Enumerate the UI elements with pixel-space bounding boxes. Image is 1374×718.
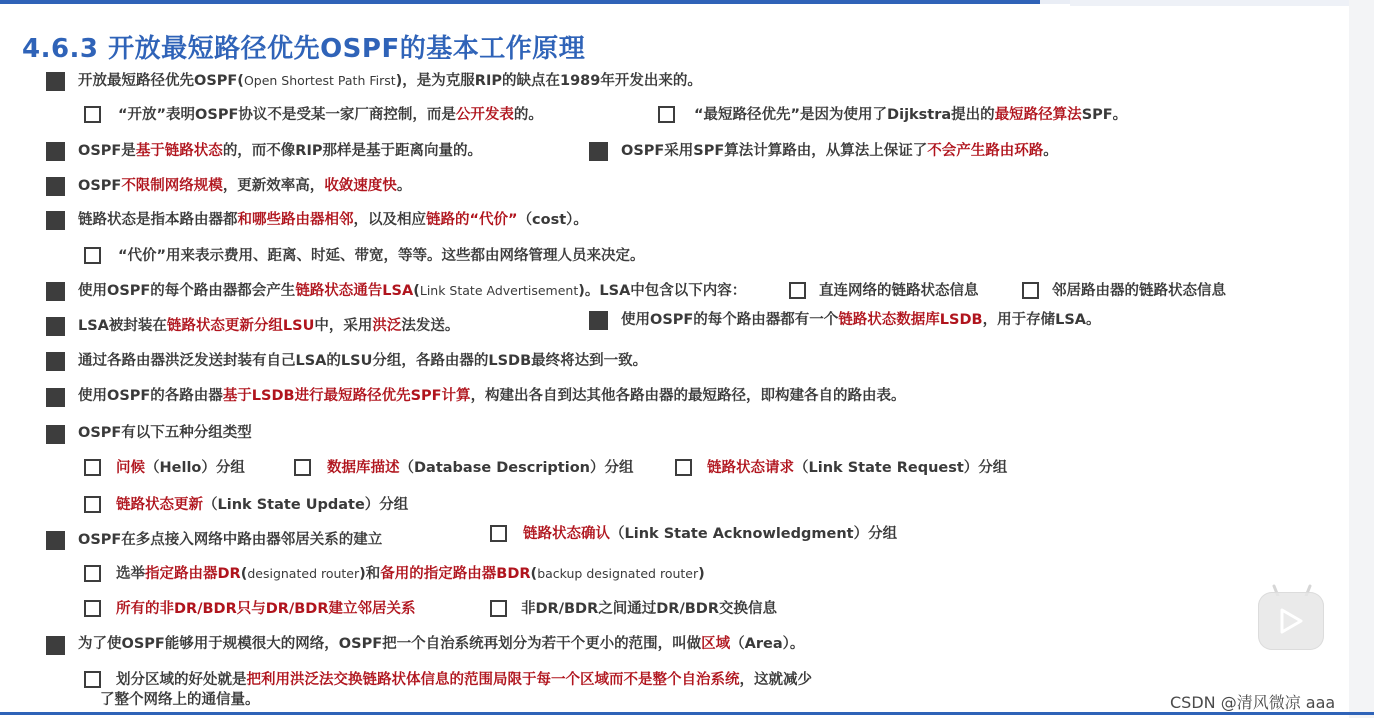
sub-bullet-text: 邻居路由器的链路状态信息	[1052, 283, 1226, 299]
bullet-square	[589, 311, 608, 330]
sub-bullet-checkbox	[84, 247, 101, 264]
bullet-text: OSPF采用SPF算法计算路由，从算法上保证了不会产生路由环路。	[621, 143, 1058, 159]
bullet-square	[46, 142, 65, 161]
sub-bullet-checkbox	[84, 600, 101, 617]
bullet-square	[46, 531, 65, 550]
bullet-square	[46, 636, 65, 655]
bullet-text: 为了使OSPF能够用于规模很大的网络，OSPF把一个自治系统再划分为若干个更小的范围，叫做区域（Area）。	[78, 636, 805, 652]
bullet-text: 链路状态是指本路由器都和哪些路由器相邻，以及相应链路的“代价”（cost）。	[78, 212, 588, 228]
sub-bullet-text: 非DR/BDR之间通过DR/BDR交换信息	[521, 601, 778, 617]
sub-bullet-checkbox	[294, 459, 311, 476]
sub-bullet-checkbox	[490, 525, 507, 542]
bullet-text: 开放最短路径优先OSPF(Open Shortest Path First)，是为克服RIP的缺点在1989年开发出来的。	[78, 73, 702, 89]
sub-bullet-text: 数据库描述（Database Description）分组	[327, 460, 634, 476]
sub-bullet-checkbox	[490, 600, 507, 617]
bullet-square	[46, 72, 65, 91]
csdn-watermark: CSDN @清风微凉 aaa	[1170, 693, 1336, 712]
sub-bullet-checkbox	[789, 282, 806, 299]
sub-bullet-text: “代价”用来表示费用、距离、时延、带宽，等等。这些都由网络管理人员来决定。	[118, 248, 645, 264]
sub-bullet-checkbox	[658, 106, 675, 123]
sub-bullet-text: 问候（Hello）分组	[116, 460, 245, 476]
bullet-text: OSPF是基于链路状态的，而不像RIP那样是基于距离向量的。	[78, 143, 482, 159]
bullet-text: 使用OSPF的各路由器基于LSDB进行最短路径优先SPF计算，构建出各自到达其他各路由器的最短路径，即构建各自的路由表。	[78, 388, 906, 404]
sub-bullet-text: 所有的非DR/BDR只与DR/BDR建立邻居关系	[116, 601, 416, 617]
sub-bullet-text-continued: 了整个网络上的通信量。	[100, 692, 260, 708]
sub-bullet-checkbox	[675, 459, 692, 476]
top-accent-bar	[0, 0, 1040, 4]
slide-title: 4.6.3 开放最短路径优先OSPF的基本工作原理	[22, 34, 586, 64]
bullet-text: OSPF不限制网络规模，更新效率高，收敛速度快。	[78, 178, 412, 194]
sub-bullet-text: “开放”表明OSPF协议不是受某一家厂商控制，而是公开发表的。	[118, 107, 543, 123]
bullet-square	[46, 177, 65, 196]
bullet-square	[46, 282, 65, 301]
sub-bullet-text: 选举指定路由器DR(designated router)和备用的指定路由器BDR(backup designated router)	[116, 566, 705, 582]
video-play-button[interactable]	[1258, 592, 1324, 650]
play-icon	[1278, 607, 1304, 635]
sub-bullet-text: 链路状态更新（Link State Update）分组	[116, 497, 409, 513]
sub-bullet-text: 链路状态请求（Link State Request）分组	[707, 460, 1008, 476]
sub-bullet-checkbox	[84, 459, 101, 476]
bullet-square	[46, 211, 65, 230]
sub-bullet-text: 划分区域的好处就是把利用洪泛法交换链路状体信息的范围局限于每一个区域而不是整个自治系统，这就减少	[116, 672, 812, 688]
sub-bullet-checkbox	[84, 106, 101, 123]
sub-bullet-checkbox	[84, 496, 101, 513]
sub-bullet-text: 链路状态确认（Link State Acknowledgment）分组	[523, 526, 898, 542]
top-logo-strip	[1070, 0, 1350, 6]
sub-bullet-checkbox	[84, 565, 101, 582]
bullet-text: OSPF有以下五种分组类型	[78, 425, 252, 441]
sub-bullet-checkbox	[84, 671, 101, 688]
bullet-square	[46, 352, 65, 371]
bullet-text: 通过各路由器洪泛发送封装有自己LSA的LSU分组，各路由器的LSDB最终将达到一致。	[78, 353, 648, 369]
sub-bullet-checkbox	[1022, 282, 1039, 299]
bottom-border	[0, 712, 1374, 715]
right-scroll-area[interactable]	[1349, 0, 1374, 718]
bullet-square	[589, 142, 608, 161]
bullet-square	[46, 388, 65, 407]
bullet-square	[46, 425, 65, 444]
sub-bullet-text: 直连网络的链路状态信息	[819, 283, 979, 299]
sub-bullet-text: “最短路径优先”是因为使用了Dijkstra提出的最短路径算法SPF。	[694, 107, 1128, 123]
bullet-text: LSA被封装在链路状态更新分组LSU中，采用洪泛法发送。	[78, 318, 460, 334]
bullet-text: OSPF在多点接入网络中路由器邻居关系的建立	[78, 532, 383, 548]
bullet-text: 使用OSPF的每个路由器都有一个链路状态数据库LSDB，用于存储LSA。	[621, 312, 1101, 328]
bullet-text: 使用OSPF的每个路由器都会产生链路状态通告LSA(Link State Advertisement)。LSA中包含以下内容：	[78, 283, 747, 299]
bullet-square	[46, 317, 65, 336]
